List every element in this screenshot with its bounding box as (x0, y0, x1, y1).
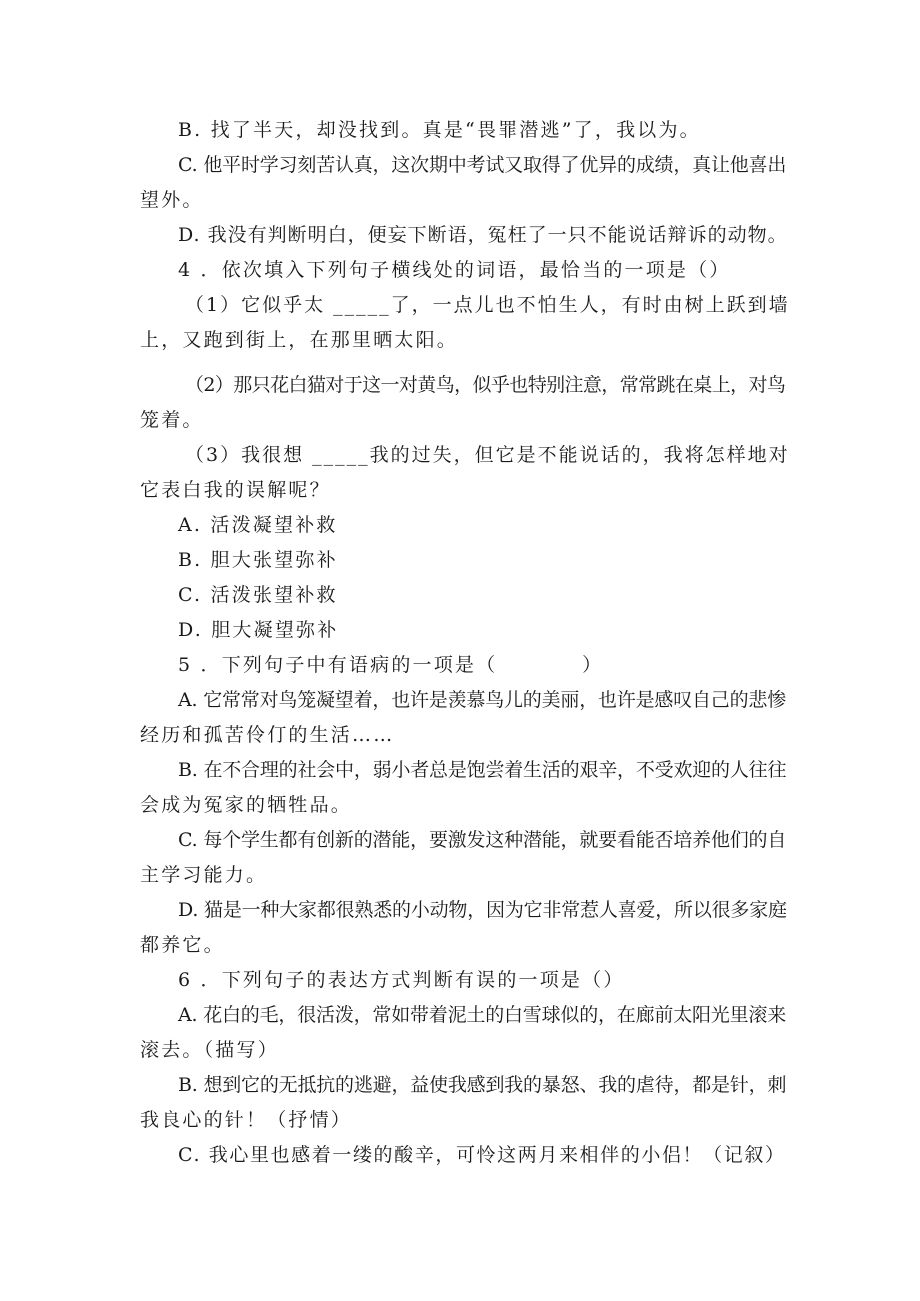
question-5-stem: 5 ．下列句子中有语病的一项是（ ） (178, 654, 604, 676)
option-c-q3-line1: C. 他平时学习刻苦认真，这次期中考试又取得了优异的成绩，真让他喜出 (178, 154, 787, 176)
option-c-q4: C. 活泼张望补救 (178, 584, 338, 606)
option-b-q5-line1: B. 在不合理的社会中，弱小者总是饱尝着生活的艰辛，不受欢迎的人往往 (178, 759, 787, 781)
question-6-stem: 6 ．下列句子的表达方式判断有误的一项是（） (178, 969, 625, 991)
q4-sentence-1-line2: 上，又跑到街上，在那里晒太阳。 (140, 329, 459, 351)
option-d-q3: D. 我没有判断明白，便妄下断语，冤枉了一只不能说话辩诉的动物。 (178, 224, 788, 246)
option-a-q6-line2: 滚去。（描写） (140, 1039, 279, 1061)
q4-sentence-3-line1: （3）我很想 _____我的过失，但它是不能说话的，我将怎样地对 (185, 444, 790, 466)
option-a-q6-line1: A. 花白的毛，很活泼，常如带着泥土的白雪球似的，在廊前太阳光里滚来 (178, 1004, 787, 1026)
option-b-q3: B. 找了半天，却没找到。真是“畏罪潜逃”了，我以为。 (178, 119, 701, 141)
question-4-stem: 4 ．依次填入下列句子横线处的词语，最恰当的一项是（） (178, 259, 731, 281)
q4-sentence-2-line1: （2）那只花白猫对于这一对黄鸟，似乎也特别注意，常常跳在桌上，对鸟 (185, 374, 786, 396)
option-c-q6: C. 我心里也感着一缕的酸辛，可怜这两月来相伴的小侣！（记叙） (178, 1144, 786, 1166)
q4-sentence-1-line1: （1）它似乎太 _____了，一点儿也不怕生人，有时由树上跃到墙 (185, 294, 790, 316)
option-c-q3-line2: 望外。 (140, 189, 204, 211)
option-c-q5-line1: C. 每个学生都有创新的潜能，要激发这种潜能，就要看能否培养他们的自 (178, 829, 787, 851)
option-d-q5-line2: 都养它。 (140, 934, 225, 956)
option-b-q5-line2: 会成为冤家的牺牲品。 (140, 794, 353, 816)
q4-sentence-2-line2: 笼着。 (140, 409, 204, 431)
option-c-q5-line2: 主学习能力。 (140, 864, 268, 886)
option-d-q5-line1: D. 猫是一种大家都很熟悉的小动物，因为它非常惹人喜爱，所以很多家庭 (178, 899, 787, 921)
option-b-q6-line1: B. 想到它的无抵抗的逃避，益使我感到我的暴怒、我的虐待，都是针，刺 (178, 1074, 787, 1096)
option-d-q4: D. 胆大凝望弥补 (178, 619, 339, 641)
option-a-q4: A. 活泼凝望补救 (178, 514, 338, 536)
option-b-q6-line2: 我良心的针！（抒情） (140, 1109, 353, 1131)
option-a-q5-line1: A. 它常常对鸟笼凝望着，也许是羡慕鸟儿的美丽，也许是感叹自己的悲惨 (178, 689, 787, 711)
option-a-q5-line2: 经历和孤苦伶仃的生活…… (140, 724, 395, 746)
q4-sentence-3-line2: 它表白我的误解呢？ (140, 479, 331, 501)
option-b-q4: B. 胆大张望弥补 (178, 549, 338, 571)
